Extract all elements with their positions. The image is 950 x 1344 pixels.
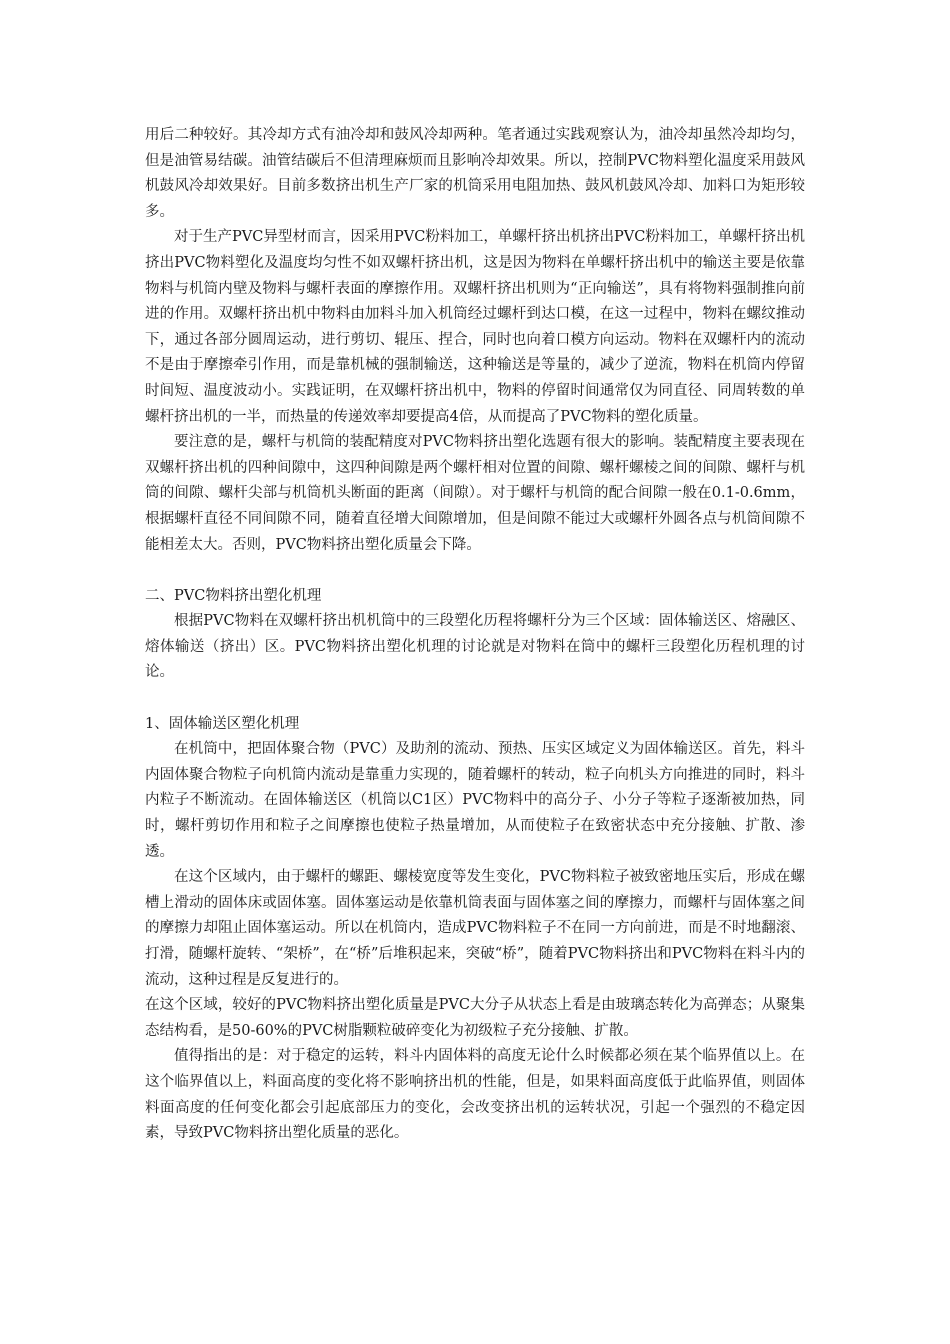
paragraph-three-zones: 根据PVC物料在双螺杆挤出机机筒中的三段塑化历程将螺杆分为三个区域：固体输送区、熔融区、熔体输送（挤出）区。PVC物料挤出塑化机理的讨论就是对物料在筒中的螺杆三段塑化历程机理的讨论。 (145, 613, 805, 681)
paragraph-quality-state: 在这个区域，较好的PVC物料挤出塑化质量是PVC大分子从状态上看是由玻璃态转化为高弹态；从聚集态结构看，是50-60%的PVC树脂颗粒破碎变化为初级粒子充分接触、扩散。 (145, 997, 805, 1039)
paragraph-solid-plug: 在这个区域内，由于螺杆的螺距、螺棱宽度等发生变化，PVC物料粒子被致密地压实后，形成在螺槽上滑动的固体床或固体塞。固体塞运动是依靠机筒表面与固体塞之间的摩擦力，而螺杆与固体塞之间的摩擦力却阻止固体塞运动。所以在机筒内，造成PVC物料粒子不在同一方向前进，而是不时地翻滚、打滑，随螺杆旋转、“架桥”，在“桥”后堆积起来，突破“桥”，随着PVC物料挤出和PVC物料在料斗内的流动，这种过程是反复进行的。 (145, 869, 805, 988)
section-heading-solid-conveying: 1、固体输送区塑化机理 (145, 715, 300, 732)
paragraph-cooling: 用后二种较好。其冷却方式有油冷却和鼓风冷却两种。笔者通过实践观察认为，油冷却虽然冷却均匀，但是油管易结碳。油管结碳后不但清理麻烦而且影响冷却效果。所以，控制PVC物料塑化温度采用鼓风机鼓风冷却效果好。目前多数挤出机生产厂家的机筒采用电阻加热、鼓风机鼓风冷却、加料口为矩形较多。 (145, 127, 805, 220)
paragraph-twin-screw-comparison: 对于生产PVC异型材而言，因采用PVC粉料加工，单螺杆挤出机挤出PVC粉料加工，单螺杆挤出机挤出PVC物料塑化及温度均匀性不如双螺杆挤出机，这是因为物料在单螺杆挤出机中的输送主要是依靠物料与机筒内壁及物料与螺杆表面的摩擦作用。双螺杆挤出机则为“正向输送”，具有将物料强制推向前进的作用。双螺杆挤出机中物料由加料斗加入机筒经过螺杆到达口模，在这一过程中，物料在螺纹推动下，通过各部分圆周运动，进行剪切、辊压、捏合，同时也向着口模方向运动。物料在双螺杆内的流动不是由于摩擦牵引作用，而是靠机械的强制输送，这种输送是等量的，减少了逆流，物料在机筒内停留时间短、温度波动小。实践证明，在双螺杆挤出机中，物料的停留时间通常仅为同直径、同周转数的单螺杆挤出机的一半，而热量的传递效率却要提高4倍，从而提高了PVC物料的塑化质量。 (145, 229, 805, 425)
section-heading-mechanism: 二、PVC物料挤出塑化机理 (145, 587, 322, 604)
paragraph-critical-level: 值得指出的是：对于稳定的运转，料斗内固体料的高度无论什么时候都必须在某个临界值以上。在这个临界值以上，料面高度的变化将不影响挤出机的性能，但是，如果料面高度低于此临界值，则固体料面高度的任何变化都会引起底部压力的变化，会改变挤出机的运转状况，引起一个强烈的不稳定因素，导致PVC物料挤出塑化质量的恶化。 (145, 1048, 805, 1142)
paragraph-assembly-precision: 要注意的是，螺杆与机筒的装配精度对PVC物料挤出塑化选题有很大的影响。装配精度主要表现在双螺杆挤出机的四种间隙中，这四种间隙是两个螺杆相对位置的间隙、螺杆螺棱之间的间隙、螺杆与机筒的间隙、螺杆尖部与机筒机头断面的距离（间隙）。对于螺杆与机筒的配合间隙一般在0.1-0.6mm，根据螺杆直径不同间隙不同，随着直径增大间隙增加，但是间隙不能过大或螺杆外圆各点与机筒间隙不能相差太大。否则，PVC物料挤出塑化质量会下降。 (145, 434, 805, 553)
paragraph-solid-conveying-definition: 在机筒中，把固体聚合物（PVC）及助剂的流动、预热、压实区域定义为固体输送区。首先，料斗内固体聚合物粒子向机筒内流动是靠重力实现的，随着螺杆的转动，粒子向机头方向推进的同时，料斗内粒子不断流动。在固体输送区（机筒以C1区）PVC物料中的高分子、小分子等粒子逐渐被加热，同时，螺杆剪切作用和粒子之间摩擦也使粒子热量增加，从而使粒子在致密状态中充分接触、扩散、渗透。 (145, 741, 805, 860)
paragraph-spacer (145, 686, 805, 712)
document-page (145, 123, 805, 1147)
paragraph-spacer (145, 558, 805, 584)
